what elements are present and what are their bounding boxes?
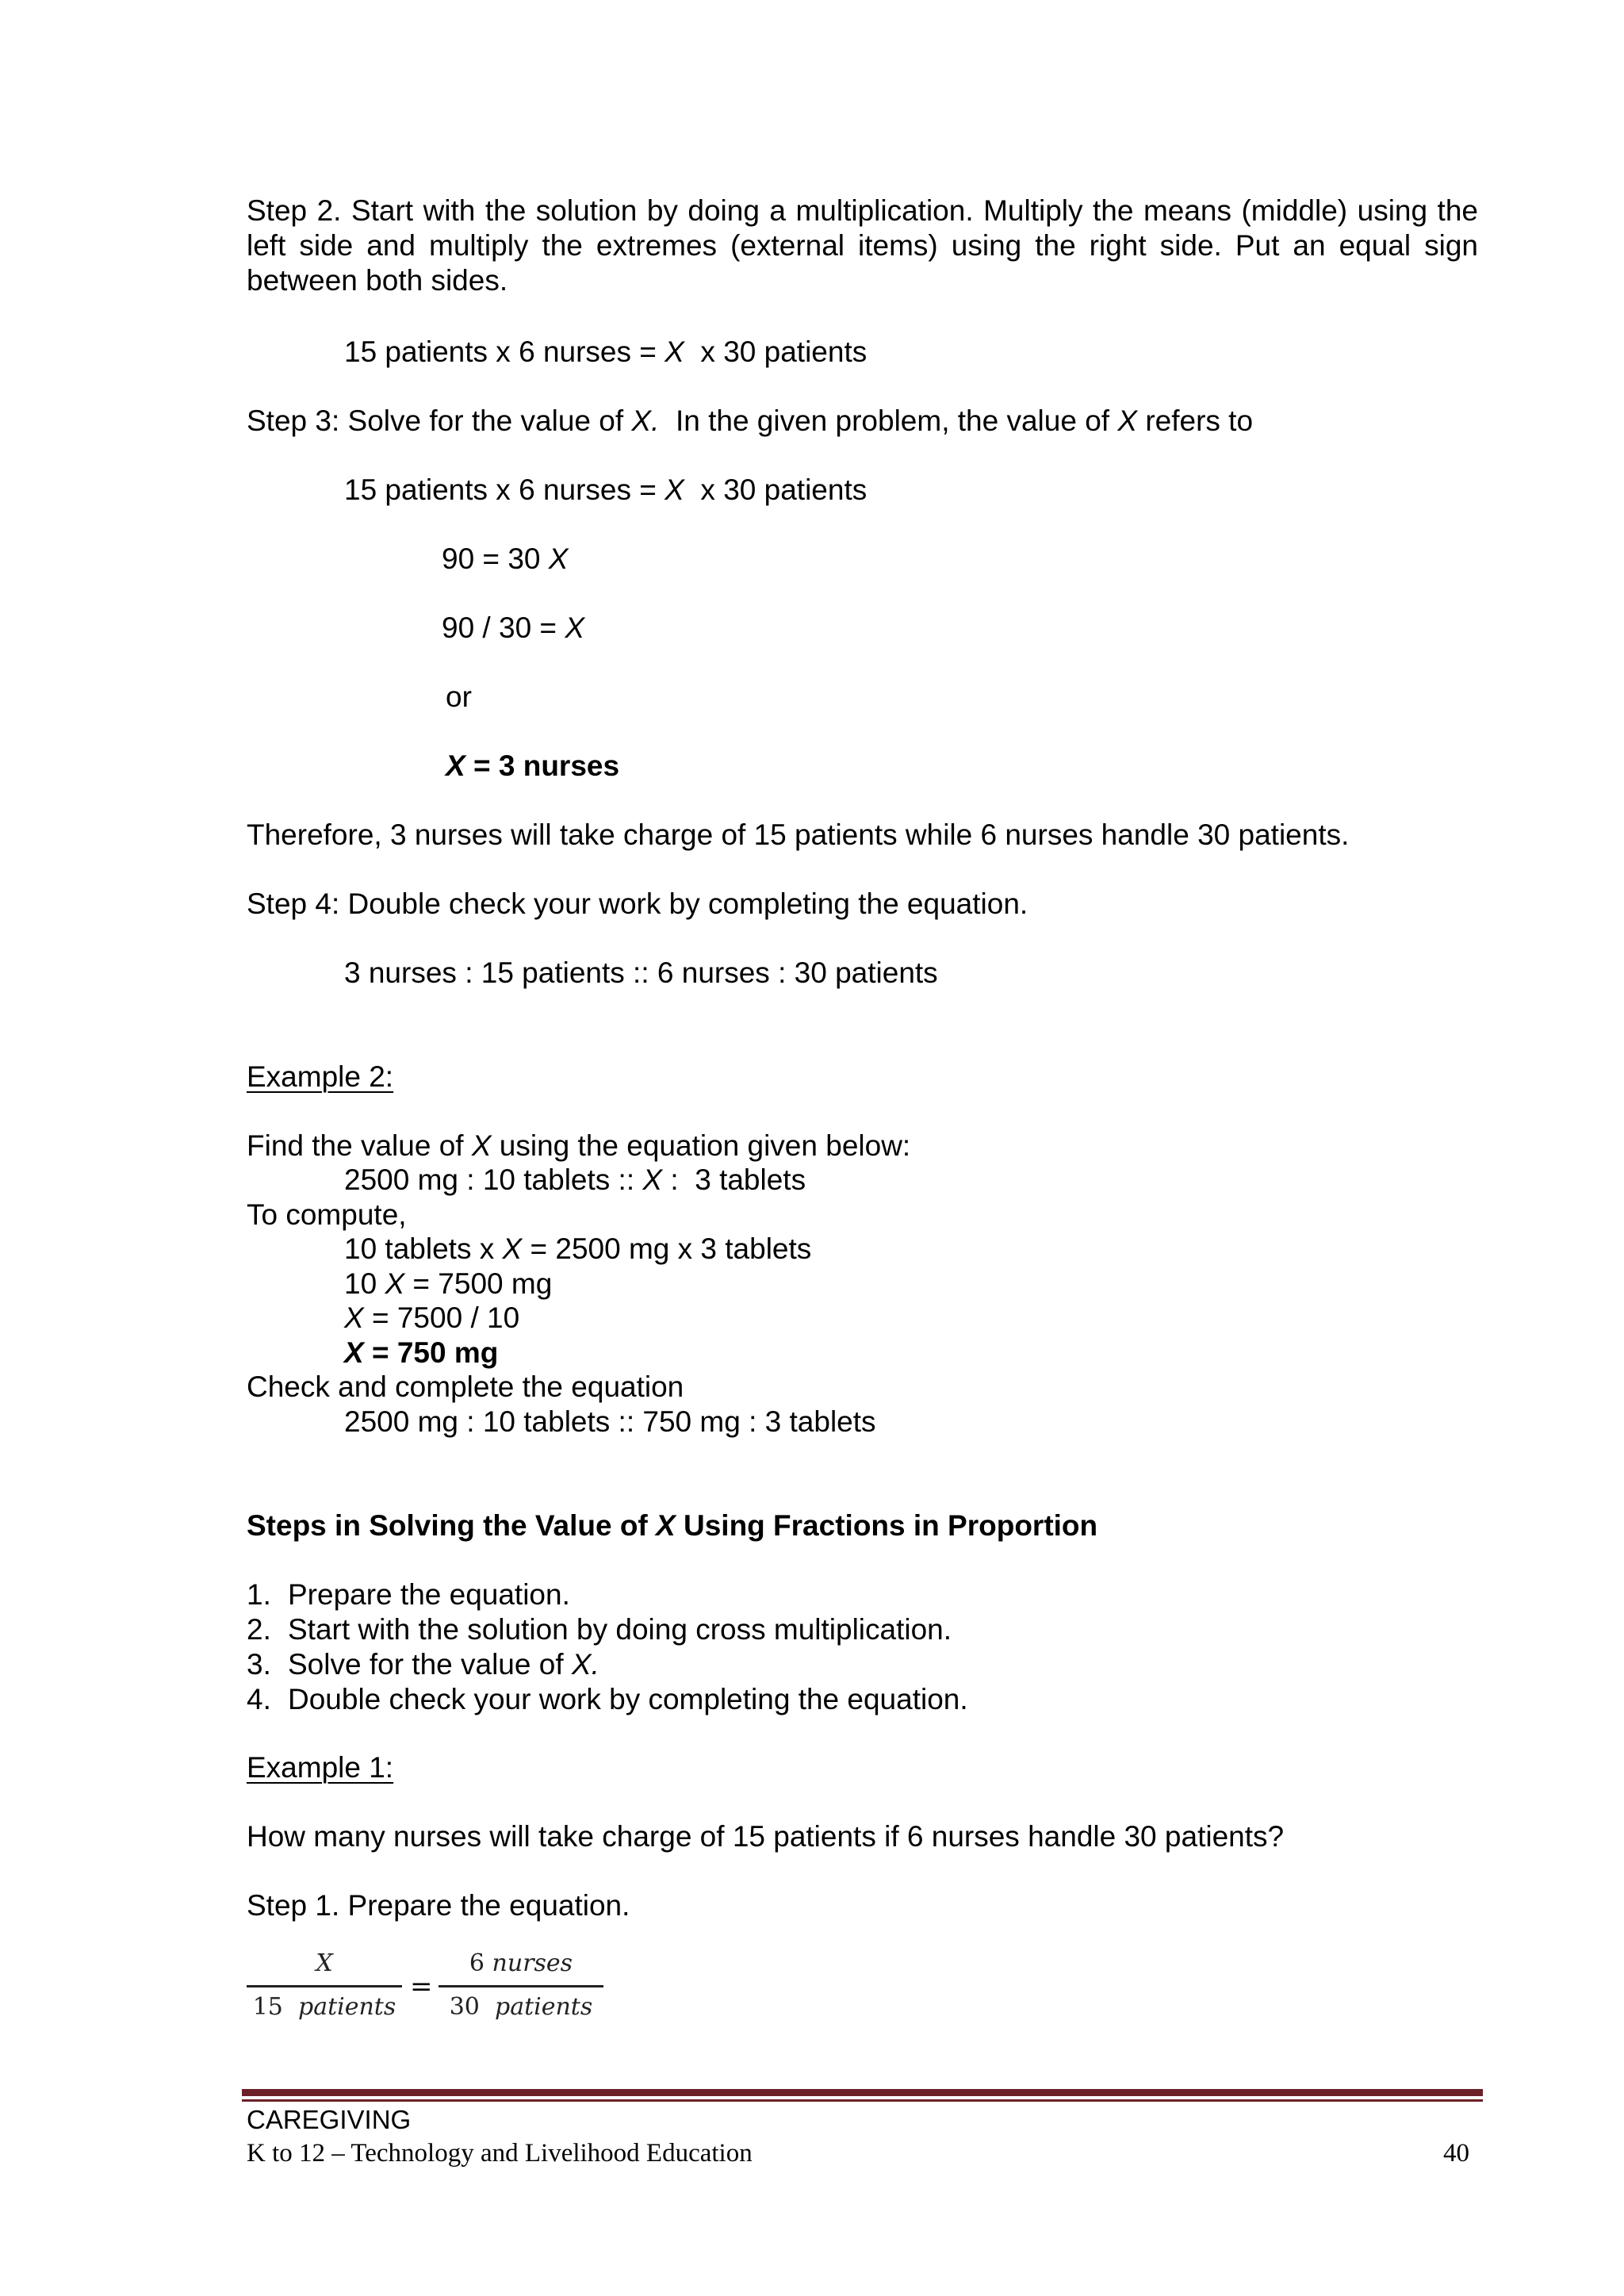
fraction-equation (247, 1947, 611, 2042)
example2-compute-line-1: 10 tablets x X = 2500 mg x 3 tablets (344, 1232, 812, 1265)
left-fraction: X 15 patients (247, 1947, 402, 2024)
example2-find: Find the value of X using the equation given below: (247, 1129, 911, 1162)
step3-paragraph: Step 3: Solve for the value of X. In the given problem, the value of X refers to (247, 404, 1254, 437)
list-item: 2. Start with the solution by doing cross multiplication. (247, 1613, 952, 1646)
list-item: 4. Double check your work by completing the equation. (247, 1683, 968, 1715)
step4-check-equation: 3 nurses : 15 patients :: 6 nurses : 30 patients (344, 956, 938, 989)
step4-paragraph: Step 4: Double check your work by completing the equation. (247, 887, 1028, 920)
example2-check-equation: 2500 mg : 10 tablets :: 750 mg : 3 tablets (344, 1405, 876, 1438)
example2-compute-line-3: X = 7500 / 10 (344, 1301, 520, 1334)
step2-equation: 15 patients x 6 nurses = X x 30 patients (344, 335, 868, 368)
step3-equation-1: 15 patients x 6 nurses = X x 30 patients (344, 473, 868, 506)
fractions-section-heading: Steps in Solving the Value of X Using Fractions in Proportion (247, 1509, 1098, 1542)
step3-equation-3: 90 / 30 = X (442, 611, 585, 644)
page-number: 40 (1443, 2139, 1469, 2168)
step3-answer: X = 3 nurses (446, 749, 620, 782)
equals-sign: = (410, 1971, 433, 2003)
therefore-statement: Therefore, 3 nurses will take charge of 15 patients while 6 nurses handle 30 patients. (247, 818, 1350, 851)
example1-step1: Step 1. Prepare the equation. (247, 1889, 630, 1922)
example2-compute-line-2: 10 X = 7500 mg (344, 1267, 553, 1300)
example2-heading: Example 2: (247, 1060, 394, 1093)
step3-or: or (446, 680, 472, 713)
step2-paragraph: Step 2. Start with the solution by doing a multiplication. Multiply the means (middle) using the left side and multiply the extremes (external items) using the right side. Put an equal sign between both sides. (247, 194, 1478, 297)
example1-heading: Example 1: (247, 1751, 394, 1784)
list-item: 1. Prepare the equation. (247, 1578, 570, 1611)
footer-subject: CAREGIVING (247, 2105, 412, 2134)
footer-course: K to 12 – Technology and Livelihood Education (247, 2139, 753, 2168)
list-item: 3. Solve for the value of X. (247, 1648, 599, 1681)
example2-equation: 2500 mg : 10 tablets :: X : 3 tablets (344, 1163, 806, 1196)
example2-check-label: Check and complete the equation (247, 1370, 684, 1403)
footer-rule-thin (242, 2099, 1483, 2102)
example2-compute-label: To compute, (247, 1198, 407, 1231)
example2-answer: X = 750 mg (344, 1336, 499, 1369)
right-fraction: 6 nurses 30 patients (439, 1947, 603, 2024)
step3-equation-2: 90 = 30 X (442, 542, 569, 575)
footer-rule-thick (242, 2089, 1483, 2096)
fractions-steps-list (247, 1577, 968, 1717)
example1-question: How many nurses will take charge of 15 patients if 6 nurses handle 30 patients? (247, 1820, 1285, 1853)
